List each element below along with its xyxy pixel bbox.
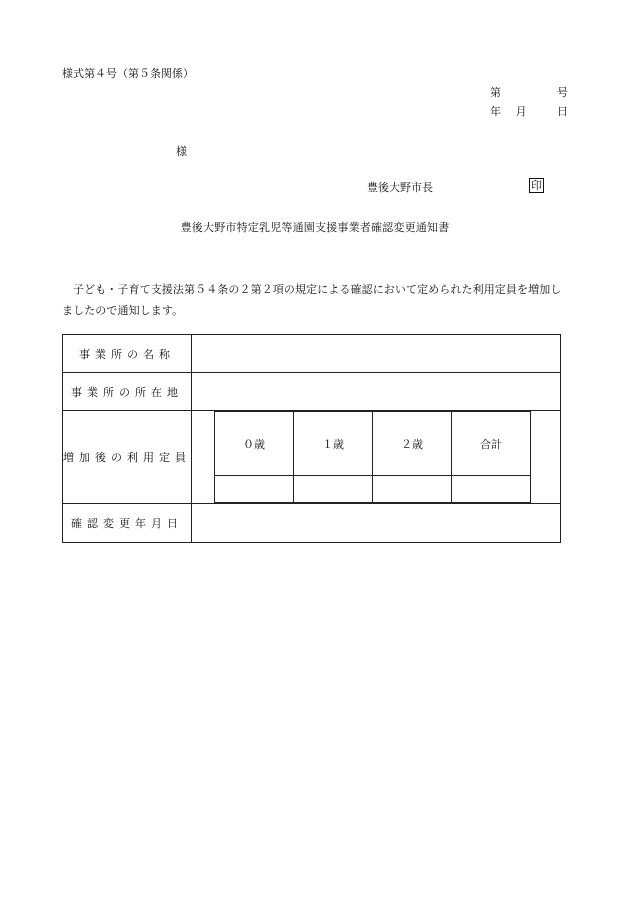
age-0-value [215, 476, 294, 503]
table-row-facility-address [63, 373, 561, 411]
age-2-header: ２歳 [373, 412, 452, 476]
total-header: 合計 [452, 412, 531, 476]
change-date-value [192, 504, 561, 543]
age-2-value [373, 476, 452, 503]
total-value [452, 476, 531, 503]
form-number: 様式第４号（第５条関係） [62, 67, 194, 80]
table-row-facility-name [63, 335, 561, 373]
facility-name-label: 事業所の名称 [63, 335, 192, 373]
date-month: 月 [515, 105, 527, 118]
date-day: 日 [557, 105, 568, 118]
issue-date-line [490, 106, 568, 117]
seal-mark: 印 [531, 179, 542, 192]
change-date-label: 確認変更年月日 [63, 504, 192, 543]
age-0-header: ０歳 [215, 412, 294, 476]
capacity-label: 増加後の利用定員 [63, 411, 192, 504]
document-title: 豊後大野市特定乳児等通園支援事業者確認変更通知書 [180, 221, 450, 234]
date-year: 年 [490, 105, 501, 118]
document-number-line [490, 87, 568, 98]
facility-address-value [192, 373, 561, 411]
addressee: 様 [176, 145, 187, 158]
age-1-header: １歳 [294, 412, 373, 476]
number-prefix: 第 [490, 86, 501, 99]
facility-address-label: 事業所の所在地 [63, 373, 192, 411]
capacity-value-row [215, 476, 531, 503]
notice-body-text: 子ども・子育て支援法第５４条の２第２項の規定による確認において定められた利用定員を増加しましたので通知します。 [62, 283, 562, 317]
facility-name-value [192, 335, 561, 373]
capacity-header-row [215, 412, 531, 476]
issuer-name: 豊後大野市長 [367, 181, 433, 194]
details-table [62, 334, 561, 543]
table-row-capacity [63, 411, 561, 504]
age-1-value [294, 476, 373, 503]
number-suffix: 号 [557, 86, 568, 99]
capacity-cell [192, 411, 561, 504]
capacity-by-age-table [214, 411, 531, 503]
table-row-change-date [63, 504, 561, 543]
